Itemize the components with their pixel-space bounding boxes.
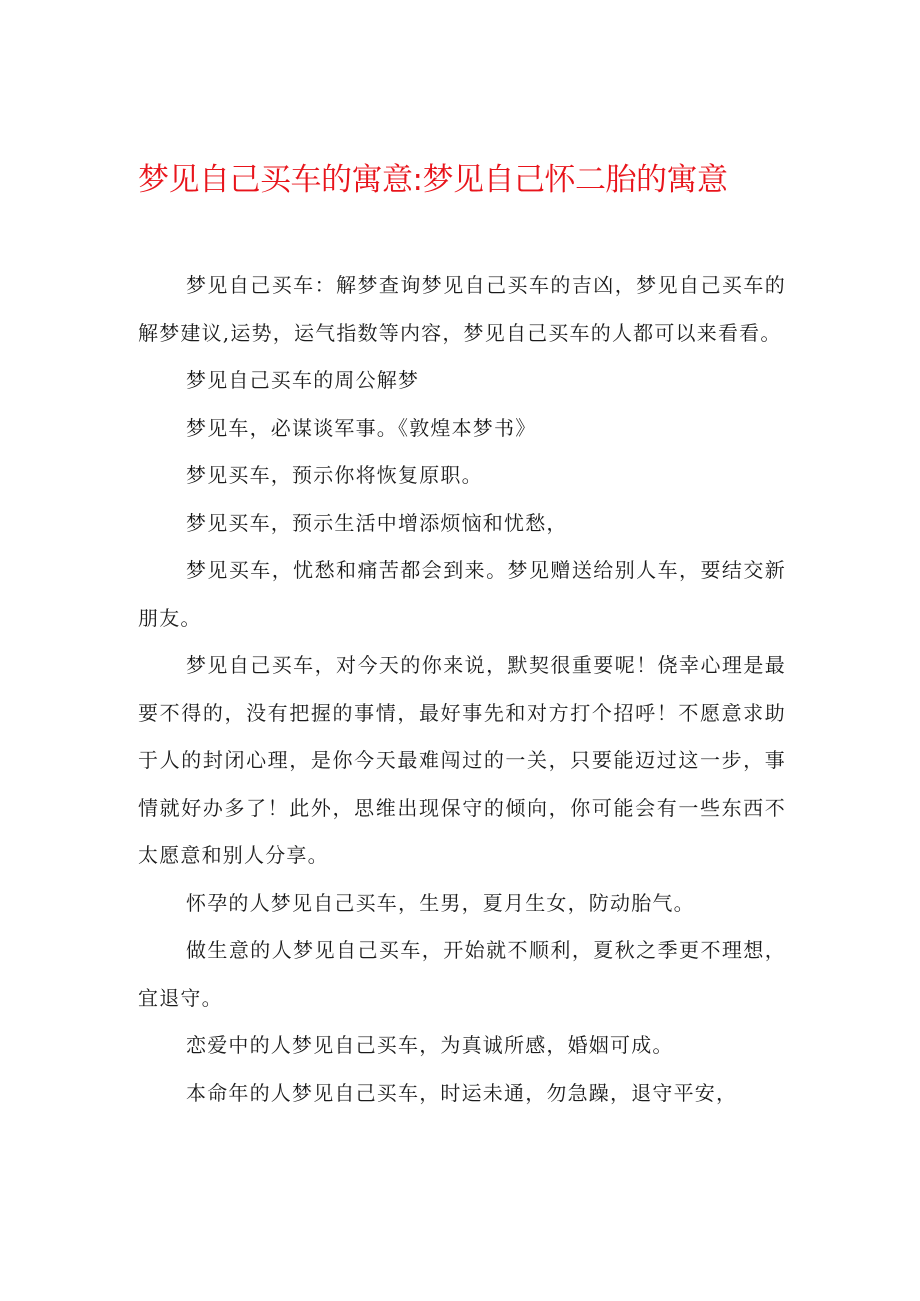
paragraph-dunhuang: 梦见车，必谋谈军事。《敦煌本梦书》: [186, 415, 537, 440]
paragraph-business: 做生意的人梦见自己买车，开始就不顺利，夏秋之季更不理想，宜退守。: [138, 938, 786, 1010]
paragraph-today-fortune: 梦见自己买车，对今天的你来说，默契很重要呢！侥幸心理是最要不得的，没有把握的事情，最好事先和对方打个招呼！不愿意求助于人的封闭心理，是你今天最难闯过的一关，只要能迈过这一步，事情就好办多了！此外，思维出现保守的倾向，你可能会有一些东西不太愿意和别人分享。: [138, 653, 786, 867]
paragraph-restore-post: 梦见买车，预示你将恢复原职。: [186, 463, 483, 487]
document-title: 梦见自己买车的寓意:梦见自己怀二胎的寓意: [138, 162, 728, 198]
paragraph-intro: 梦见自己买车：解梦查询梦见自己买车的吉凶，梦见自己买车的解梦建议,运势，运气指数等内容，梦见自己买车的人都可以来看看。: [138, 273, 786, 345]
paragraph-heading-zhougong: 梦见自己买车的周公解梦: [186, 368, 420, 392]
paragraph-zodiac-year: 本命年的人梦见自己买车，时运未通，勿急躁，退守平安，: [186, 1080, 738, 1105]
paragraph-new-friends: 梦见买车，忧愁和痛苦都会到来。梦见赠送给别人车，要结交新朋友。: [138, 558, 786, 630]
paragraph-worries: 梦见买车，预示生活中增添烦恼和忧愁，: [186, 510, 568, 535]
paragraph-pregnant: 怀孕的人梦见自己买车，生男，夏月生女，防动胎气。: [186, 890, 695, 915]
paragraph-in-love: 恋爱中的人梦见自己买车，为真诚所感，婚姻可成。: [186, 1033, 674, 1057]
document-body: [138, 262, 786, 1117]
